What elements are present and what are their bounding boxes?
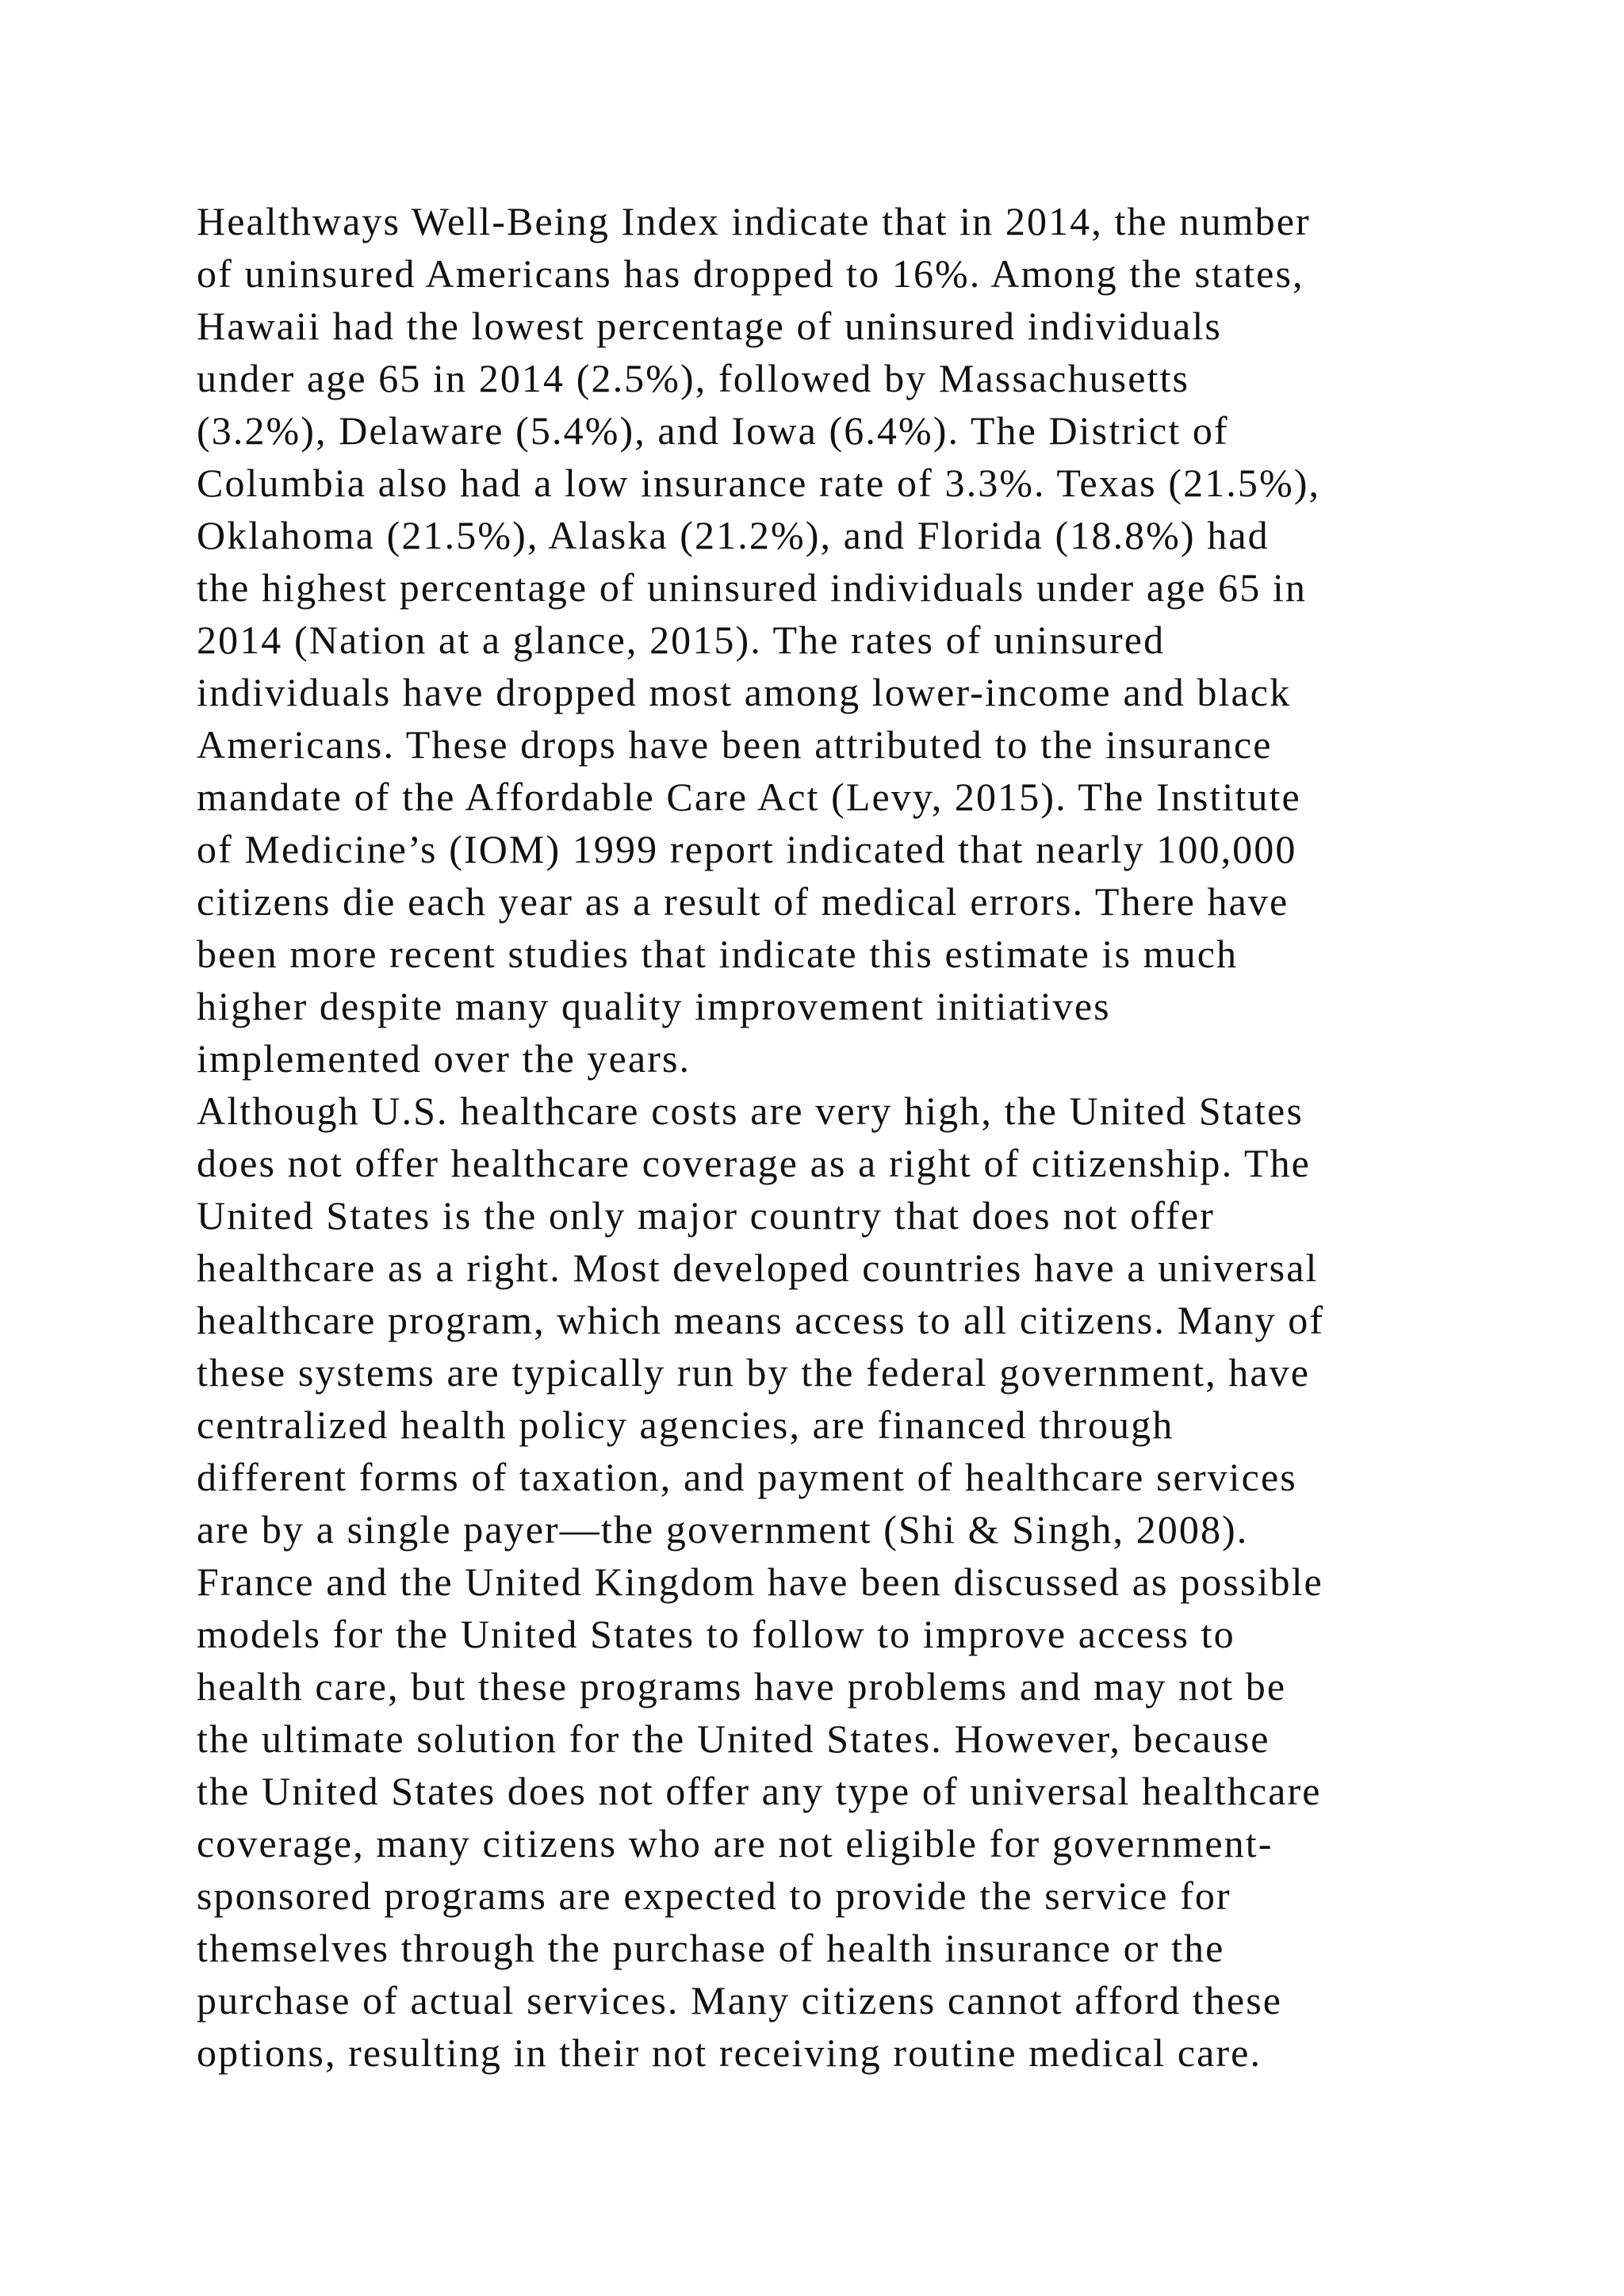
text-line: are by a single payer—the government (Shi & Singh, 2008).: [197, 1507, 1249, 1552]
text-line: does not offer healthcare coverage as a right of citizenship. The: [197, 1141, 1311, 1185]
text-line: been more recent studies that indicate this estimate is much: [197, 932, 1239, 976]
text-line: the ultimate solution for the United States. However, because: [197, 1716, 1270, 1761]
text-line: Oklahoma (21.5%), Alaska (21.2%), and Florida (18.8%) had: [197, 513, 1270, 557]
text-line: mandate of the Affordable Care Act (Levy, 2015). The Institute: [197, 775, 1301, 819]
text-line: higher despite many quality improvement initiatives: [197, 984, 1111, 1028]
text-line: under age 65 in 2014 (2.5%), followed by Massachusetts: [197, 356, 1190, 400]
text-line: the United States does not offer any type of universal healthcare: [197, 1769, 1322, 1813]
text-line: individuals have dropped most among lower-income and black: [197, 670, 1292, 714]
text-line: sponsored programs are expected to provide the service for: [197, 1873, 1231, 1918]
text-line: 2014 (Nation at a glance, 2015). The rates of uninsured: [197, 618, 1166, 662]
text-line: Americans. These drops have been attributed to the insurance: [197, 722, 1273, 767]
text-line: health care, but these programs have problems and may not be: [197, 1664, 1287, 1709]
text-line: models for the United States to follow to improve access to: [197, 1612, 1235, 1656]
text-line: United States is the only major country that does not offer: [197, 1193, 1215, 1238]
text-line: purchase of actual services. Many citizens cannot afford these: [197, 1978, 1283, 2022]
text-line: Hawaii had the lowest percentage of uninsured individuals: [197, 304, 1222, 348]
text-line: Columbia also had a low insurance rate of 3.3%. Texas (21.5%),: [197, 461, 1321, 505]
text-line: themselves through the purchase of health insurance or the: [197, 1926, 1225, 1970]
text-line: Although U.S. healthcare costs are very high, the United States: [197, 1089, 1304, 1133]
text-line: implemented over the years.: [197, 1036, 691, 1081]
text-line: Healthways Well-Being Index indicate that in 2014, the number: [197, 199, 1311, 243]
text-line: of Medicine’s (IOM) 1999 report indicated that nearly 100,000: [197, 827, 1297, 871]
text-line: these systems are typically run by the federal government, have: [197, 1350, 1311, 1395]
text-line: centralized health policy agencies, are financed through: [197, 1402, 1174, 1447]
text-line: the highest percentage of uninsured individuals under age 65 in: [197, 565, 1307, 610]
text-line: (3.2%), Delaware (5.4%), and Iowa (6.4%). The District of: [197, 408, 1229, 453]
text-line: different forms of taxation, and payment of healthcare services: [197, 1455, 1297, 1499]
text-line: citizens die each year as a result of medical errors. There have: [197, 879, 1289, 924]
text-line: France and the United Kingdom have been discussed as possible: [197, 1559, 1323, 1604]
body-text: [197, 195, 1481, 2079]
text-line: healthcare as a right. Most developed countries have a universal: [197, 1246, 1319, 1290]
text-line: coverage, many citizens who are not eligible for government-: [197, 1821, 1274, 1866]
text-line: of uninsured Americans has dropped to 16%. Among the states,: [197, 251, 1304, 296]
text-line: options, resulting in their not receiving routine medical care.: [197, 2030, 1262, 2075]
text-line: healthcare program, which means access to all citizens. Many of: [197, 1298, 1325, 1342]
